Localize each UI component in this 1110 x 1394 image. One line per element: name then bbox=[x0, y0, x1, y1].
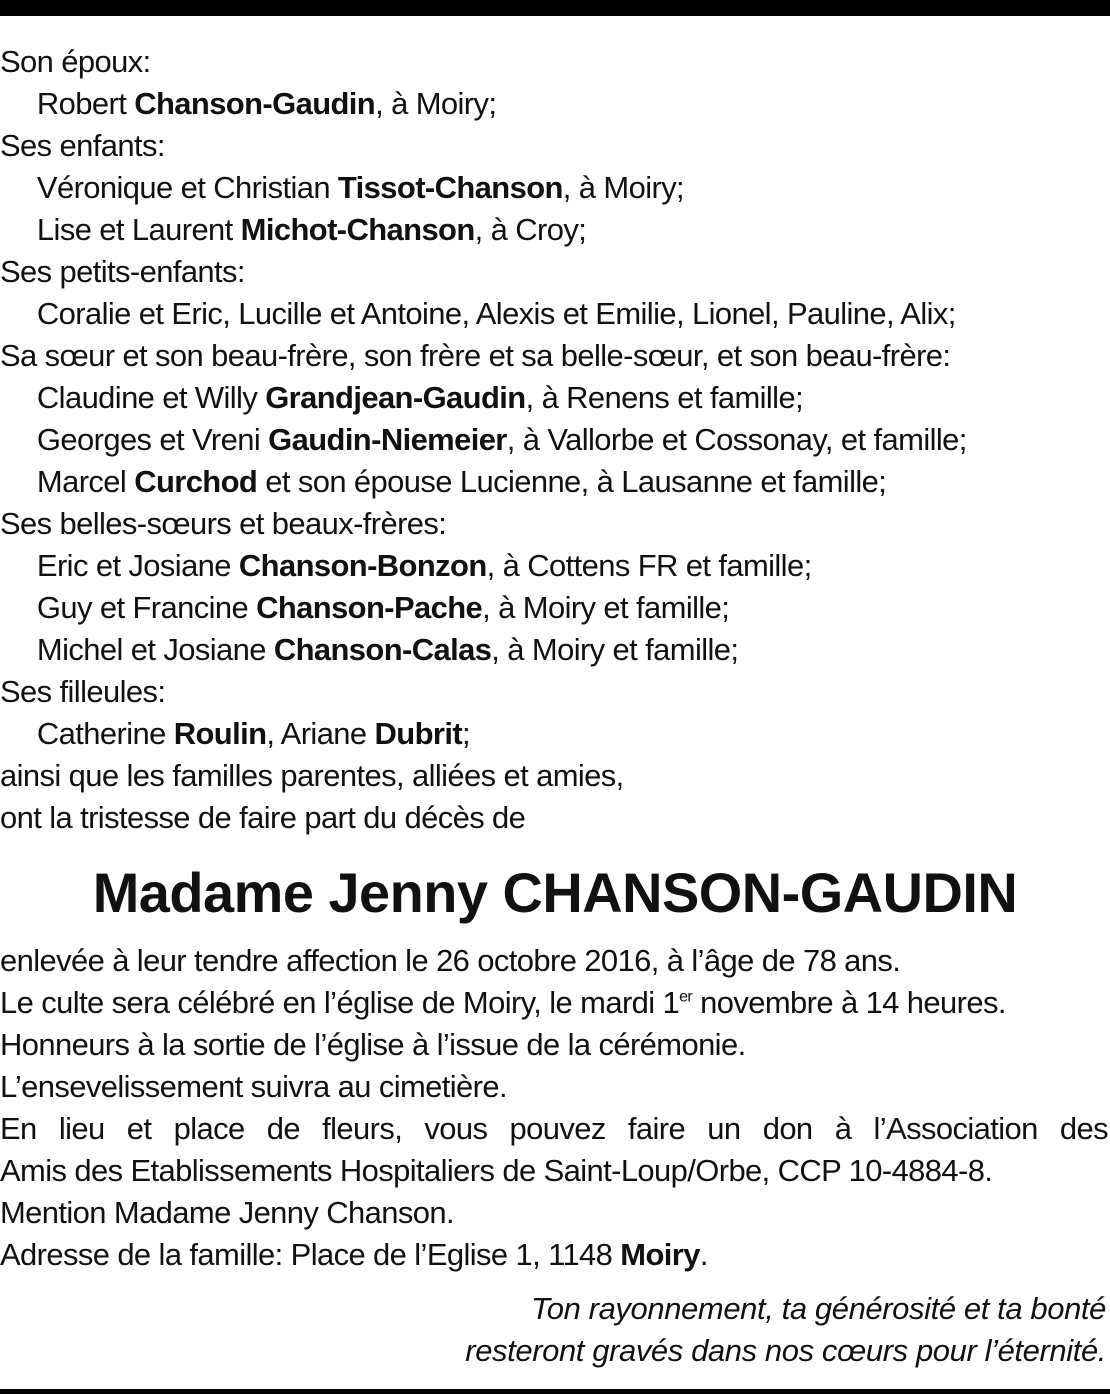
deceased-name: Madame Jenny CHANSON-GAUDIN bbox=[92, 861, 1018, 924]
heading-in-laws bbox=[0, 503, 1108, 545]
surname: Chanson-Bonzon bbox=[238, 548, 487, 583]
text: Lise et Laurent bbox=[36, 212, 241, 247]
detail-line bbox=[0, 1066, 1108, 1108]
bottom-rule bbox=[0, 1389, 1110, 1394]
child-line bbox=[0, 167, 1108, 209]
text: Véronique et Christian bbox=[36, 170, 338, 205]
text: Guy et Francine bbox=[36, 590, 257, 625]
text: , à Renens et famille; bbox=[525, 380, 804, 415]
text: Marcel bbox=[36, 464, 135, 499]
text: , à Moiry et famille; bbox=[482, 590, 730, 625]
in-law-line bbox=[0, 587, 1108, 629]
text: En lieu et place de fleurs, vous pouvez faire un don à l’Association des bbox=[0, 1111, 1108, 1146]
text: Michel et Josiane bbox=[36, 632, 274, 667]
surname: Chanson-Gaudin bbox=[134, 86, 376, 121]
top-rule bbox=[0, 0, 1110, 16]
closing-quote bbox=[0, 1288, 1106, 1372]
text: . bbox=[699, 1237, 708, 1272]
surname: Dubrit bbox=[374, 716, 463, 751]
text: novembre à 14 heures. bbox=[692, 985, 1006, 1020]
text: ont la tristesse de faire part du décès de bbox=[0, 800, 526, 835]
text: Mention Madame Jenny Chanson. bbox=[0, 1195, 454, 1230]
surname: Gaudin-Niemeier bbox=[268, 422, 507, 457]
funeral-details bbox=[0, 940, 1110, 1276]
town: Moiry bbox=[620, 1237, 700, 1272]
heading-children bbox=[0, 125, 1108, 167]
text: Georges et Vreni bbox=[36, 422, 269, 457]
detail-line bbox=[0, 940, 1108, 982]
text: , à Moiry; bbox=[562, 170, 685, 205]
detail-line bbox=[0, 982, 1108, 1024]
surname: Curchod bbox=[134, 464, 258, 499]
text: , à Vallorbe et Cossonay, et famille; bbox=[506, 422, 967, 457]
sibling-line bbox=[0, 461, 1108, 503]
text: Adresse de la famille: Place de l’Eglise 1, 1148 bbox=[0, 1237, 621, 1272]
text: , à Croy; bbox=[474, 212, 587, 247]
text: L’ensevelissement suivra au cimetière. bbox=[0, 1069, 507, 1104]
sibling-line bbox=[0, 419, 1108, 461]
surname: Grandjean-Gaudin bbox=[265, 380, 526, 415]
text: Honneurs à la sortie de l’église à l’issue de la cérémonie. bbox=[0, 1027, 746, 1062]
surname: Michot-Chanson bbox=[240, 212, 475, 247]
text: , à Moiry; bbox=[375, 86, 497, 121]
child-line bbox=[0, 209, 1108, 251]
sibling-line bbox=[0, 377, 1108, 419]
heading-grandchildren bbox=[0, 251, 1108, 293]
text: Coralie et Eric, Lucille et Antoine, Alexis et Emilie, Lionel, Pauline, Alix; bbox=[36, 296, 956, 331]
text: Robert bbox=[36, 86, 135, 121]
grandchildren-line bbox=[0, 293, 1108, 335]
heading-spouse bbox=[0, 41, 1108, 83]
family-list bbox=[0, 41, 1110, 839]
in-law-line bbox=[0, 629, 1108, 671]
text: Claudine et Willy bbox=[36, 380, 266, 415]
detail-line bbox=[0, 1024, 1108, 1066]
closing-line-2: resteront gravés dans nos cœurs pour l’éternité. bbox=[465, 1333, 1106, 1368]
heading-grandchildren-text: Ses petits-enfants: bbox=[0, 254, 245, 289]
families-line bbox=[0, 755, 1108, 797]
text: Amis des Etablissements Hospitaliers de Saint-Loup/Orbe, CCP 10-4884-8. bbox=[0, 1153, 993, 1188]
spouse-line bbox=[0, 83, 1108, 125]
detail-line bbox=[0, 1108, 1108, 1150]
surname: Roulin bbox=[173, 716, 267, 751]
heading-children-text: Ses enfants: bbox=[0, 128, 165, 163]
heading-spouse-text: Son époux: bbox=[0, 44, 151, 79]
text: ainsi que les familles parentes, alliées et amies, bbox=[0, 758, 624, 793]
ordinal-suffix: er bbox=[679, 988, 693, 1006]
text: Eric et Josiane bbox=[36, 548, 239, 583]
text: ; bbox=[462, 716, 471, 751]
detail-line bbox=[0, 1192, 1108, 1234]
heading-goddaughters-text: Ses filleules: bbox=[0, 674, 166, 709]
text: , Ariane bbox=[266, 716, 375, 751]
address-line bbox=[0, 1234, 1108, 1276]
text: Catherine bbox=[36, 716, 174, 751]
surname: Chanson-Calas bbox=[273, 632, 492, 667]
text: Le culte sera célébré en l’église de Moiry, le mardi 1 bbox=[0, 985, 680, 1020]
goddaughters-line bbox=[0, 713, 1108, 755]
announcement-line bbox=[0, 797, 1108, 839]
heading-in-laws-text: Ses belles-sœurs et beaux-frères: bbox=[0, 506, 447, 541]
heading-goddaughters bbox=[0, 671, 1108, 713]
text: enlevée à leur tendre affection le 26 octobre 2016, à l’âge de 78 ans. bbox=[0, 943, 901, 978]
text: , à Moiry et famille; bbox=[491, 632, 739, 667]
heading-siblings-text: Sa sœur et son beau-frère, son frère et sa belle-sœur, et son beau-frère: bbox=[0, 338, 951, 373]
text: et son épouse Lucienne, à Lausanne et famille; bbox=[257, 464, 887, 499]
detail-line bbox=[0, 1150, 1108, 1192]
heading-siblings bbox=[0, 335, 1108, 377]
in-law-line bbox=[0, 545, 1108, 587]
surname: Tissot-Chanson bbox=[337, 170, 563, 205]
text: , à Cottens FR et famille; bbox=[486, 548, 812, 583]
surname: Chanson-Pache bbox=[256, 590, 483, 625]
closing-line-1: Ton rayonnement, ta générosité et ta bonté bbox=[531, 1291, 1106, 1326]
